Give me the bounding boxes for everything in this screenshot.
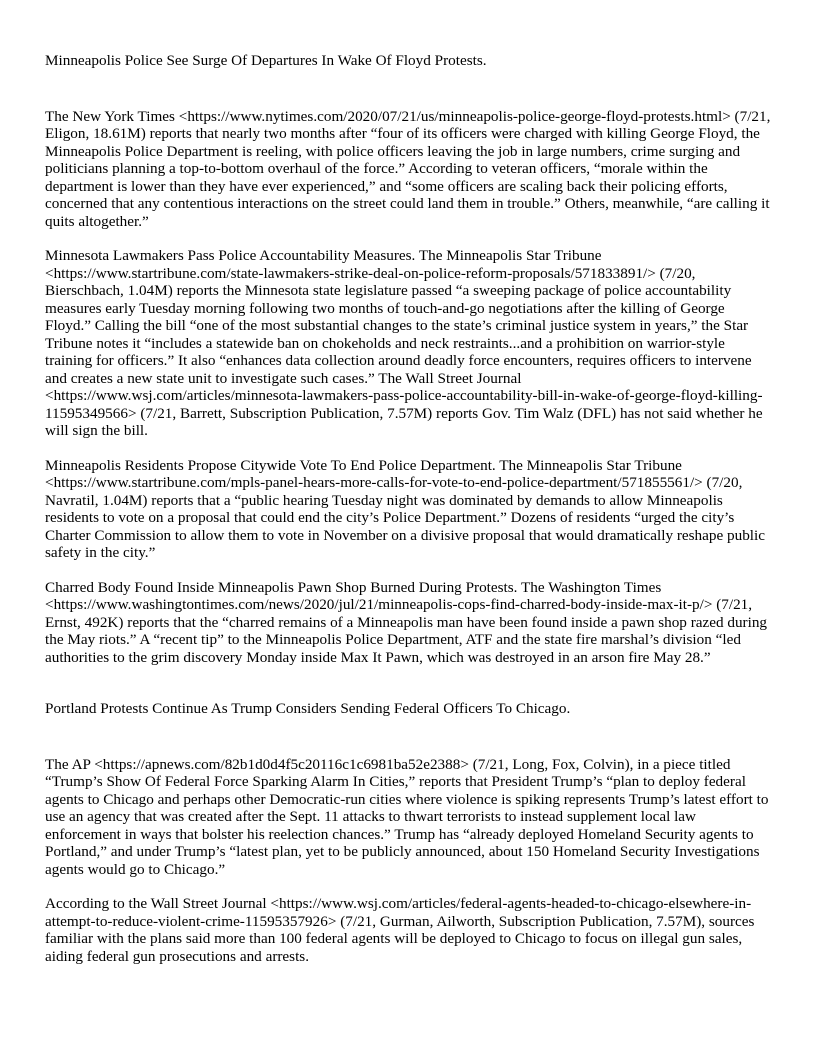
section-headline: Portland Protests Continue As Trump Considers Sending Federal Officers To Chicago.: [45, 700, 571, 717]
spacer: [45, 718, 771, 756]
section-headline: Minneapolis Police See Surge Of Departures In Wake Of Floyd Protests.: [45, 52, 487, 69]
article-paragraph: Minneapolis Residents Propose Citywide Vote To End Police Department. The Minneapolis Star Tribune <https://www.startribune.com/mpls-panel-hears-more-calls-for-vote-to-end-police-department/571855561/> (7/20, Navratil, 1.04M) reports that a “public hearing Tuesday night was dominated by demands to allow Minneapolis residents to vote on a proposal that could end the city’s Police Department.” Dozens of residents “urged the city’s Charter Commission to allow them to vote in November on a divisive proposal that would dramatically reshape public safety in the city.”: [45, 456, 765, 561]
section-minneapolis: [45, 52, 771, 666]
article-paragraph: According to the Wall Street Journal <https://www.wsj.com/articles/federal-agents-headed-to-chicago-elsewhere-in-attempt-to-reduce-violent-crime-11595357926> (7/21, Gurman, Ailworth, Subscription Publication, 7.57M), sources familiar with the plans said more than 100 federal agents will be deployed to Chicago to focus on illegal gun sales, aiding federal gun prosecutions and arrests.: [45, 895, 755, 965]
spacer: [45, 70, 771, 108]
spacer: [45, 230, 771, 247]
article-paragraph: The New York Times <https://www.nytimes.com/2020/07/21/us/minneapolis-police-george-floyd-protests.html> (7/21, Eligon, 18.61M) reports that nearly two months after “four of its officers were charged with killing George Floyd, the Minneapolis Police Department is reeling, with police officers leaving the job in large numbers, crime surging and politicians planning a top-to-bottom overhaul of the force.” According to veteran officers, “morale within the department is lower than they have ever experienced,” and “some officers are scaling back their policing efforts, concerned that any contentious interactions on the street could land them in trouble.” Others, meanwhile, “are calling it quits altogether.”: [45, 107, 771, 230]
spacer: [45, 878, 771, 895]
spacer: [45, 666, 771, 700]
section-portland: [45, 700, 771, 965]
spacer: [45, 440, 771, 457]
article-paragraph: The AP <https://apnews.com/82b1d0d4f5c20116c1c6981ba52e2388> (7/21, Long, Fox, Colvin), in a piece titled “Trump’s Show Of Federal Force Sparking Alarm In Cities,” reports that President Trump’s “plan to deploy federal agents to Chicago and perhaps other Democratic-run cities where violence is spiking represents Trump’s latest effort to use an agency that was created after the Sept. 11 attacks to thwart terrorists to instead supplement local law enforcement in ways that bolster his reelection chances.” Trump has “already deployed Homeland Security agents to Portland,” and under Trump’s “latest plan, yet to be publicly announced, about 150 Homeland Security Investigations agents would go to Chicago.”: [45, 755, 769, 878]
article-paragraph: Charred Body Found Inside Minneapolis Pawn Shop Burned During Protests. The Washington Times <https://www.washingtontimes.com/news/2020/jul/21/minneapolis-cops-find-charred-body-inside-max-it-p/> (7/21, Ernst, 492K) reports that the “charred remains of a Minneapolis man have been found inside a pawn shop razed during the May riots.” A “recent tip” to the Minneapolis Police Department, ATF and the state fire marshal’s division “led authorities to the grim discovery Monday inside Max It Pawn, which was destroyed in an arson fire May 28.”: [45, 578, 768, 666]
spacer: [45, 562, 771, 579]
article-paragraph: Minnesota Lawmakers Pass Police Accountability Measures. The Minneapolis Star Tribune <https://www.startribune.com/state-lawmakers-strike-deal-on-police-reform-proposals/571833891/> (7/20, Bierschbach, 1.04M) reports the Minnesota state legislature passed “a sweeping package of police accountability measures early Tuesday morning following two months of touch-and-go negotiations after the killing of George Floyd.” Calling the bill “one of the most substantial changes to the state’s criminal justice system in years,” the Star Tribune notes it “includes a statewide ban on chokeholds and neck restraints...and a prohibition on warrior-style training for officers.” It also “enhances data collection around deadly force encounters, requires officers to intervene and creates a new state unit to investigate such cases.” The Wall Street Journal <https://www.wsj.com/articles/minnesota-lawmakers-pass-police-accountability-bill-in-wake-of-george-floyd-killing-11595349566> (7/21, Barrett, Subscription Publication, 7.57M) reports Gov. Tim Walz (DFL) has not said whether he will sign the bill.: [45, 247, 763, 439]
document-page: [45, 52, 771, 965]
